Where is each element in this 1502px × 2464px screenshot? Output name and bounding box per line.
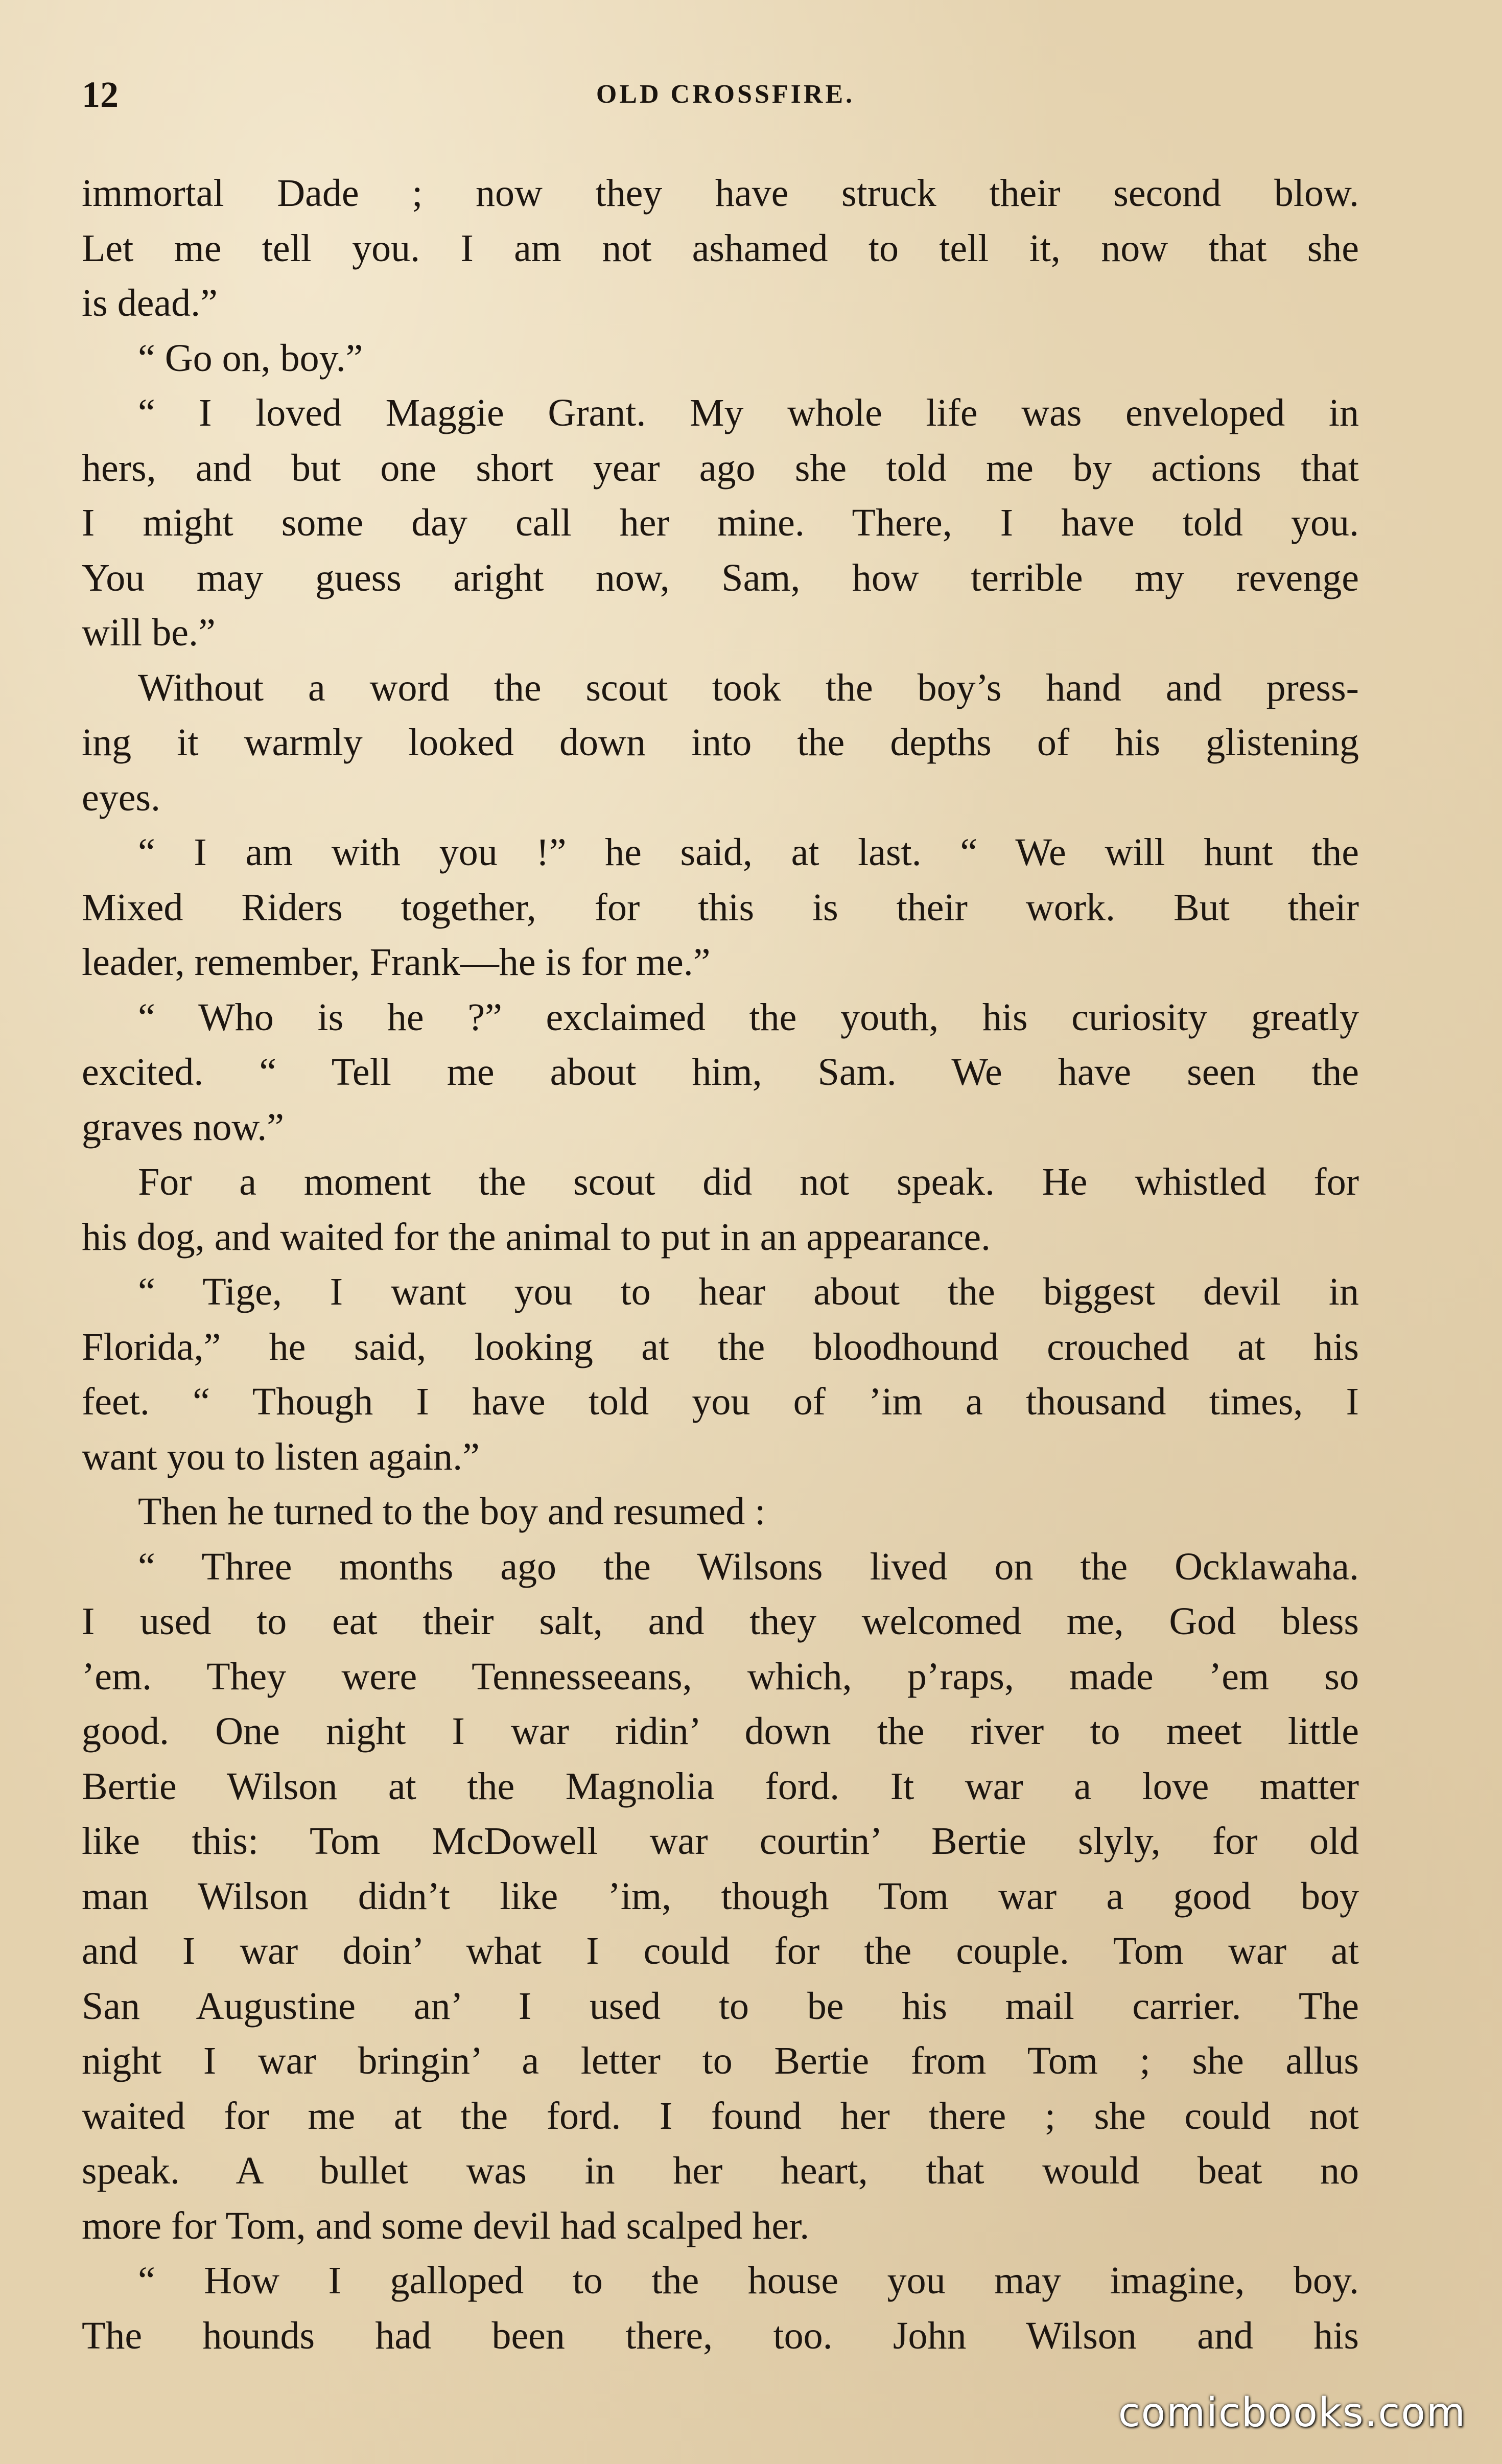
text-line: “ I loved Maggie Grant. My whole life was enveloped in <box>138 391 1359 434</box>
text-line: “ Who is he ?” exclaimed the youth, his curiosity greatly <box>138 995 1359 1039</box>
text-line: leader, remember, Frank—he is for me.” <box>82 941 711 984</box>
text-line: night I war bringin’ a letter to Bertie from Tom ; she allus <box>82 2039 1359 2082</box>
text-line: “ Go on, boy.” <box>138 336 363 380</box>
text-line: Mixed Riders together, for this is their work. But their <box>82 886 1359 929</box>
text-line: ing it warmly looked down into the depths of his glistening <box>82 721 1359 764</box>
text-line: You may guess aright now, Sam, how terrible my revenge <box>82 556 1359 599</box>
text-line: Florida,” he said, looking at the bloodhound crouched at his <box>82 1325 1359 1368</box>
text-line: eyes. <box>82 776 161 819</box>
body-text <box>82 166 1359 2363</box>
text-line: hers, and but one short year ago she told me by actions that <box>82 446 1359 490</box>
text-line: Let me tell you. I am not ashamed to tell it, now that she <box>82 226 1359 270</box>
text-line: waited for me at the ford. I found her there ; she could not <box>82 2094 1359 2137</box>
text-line: speak. A bullet was in her heart, that would beat no <box>82 2149 1359 2192</box>
text-line: feet. “ Though I have told you of ’im a thousand times, I <box>82 1380 1359 1423</box>
text-line: I used to eat their salt, and they welcomed me, God bless <box>82 1600 1359 1643</box>
text-line: For a moment the scout did not speak. He whistled for <box>138 1160 1359 1203</box>
text-line: his dog, and waited for the animal to put in an appearance. <box>82 1215 991 1259</box>
text-line: Bertie Wilson at the Magnolia ford. It war a love matter <box>82 1764 1359 1808</box>
text-line: “ Three months ago the Wilsons lived on the Ocklawaha. <box>138 1545 1359 1588</box>
text-line: “ How I galloped to the house you may imagine, boy. <box>138 2259 1359 2302</box>
watermark-text: comicbooks.com <box>1118 2390 1466 2436</box>
text-line: Without a word the scout took the boy’s hand and press- <box>138 666 1359 709</box>
text-line: “ Tige, I want you to hear about the biggest devil in <box>138 1270 1359 1313</box>
text-line: Then he turned to the boy and resumed : <box>138 1490 766 1533</box>
text-line: is dead.” <box>82 282 218 324</box>
page-header <box>82 66 1369 123</box>
text-line: excited. “ Tell me about him, Sam. We have seen the <box>82 1051 1359 1094</box>
text-line: and I war doin’ what I could for the couple. Tom war at <box>82 1930 1359 1972</box>
page-number: 12 <box>82 74 119 115</box>
text-line: The hounds had been there, too. John Wilson and his <box>82 2314 1359 2357</box>
text-line: more for Tom, and some devil had scalped her. <box>82 2204 810 2247</box>
text-line: ’em. They were Tennesseeans, which, p’raps, made ’em so <box>82 1655 1359 1698</box>
text-line: graves now.” <box>82 1105 285 1149</box>
text-line: San Augustine an’ I used to be his mail carrier. The <box>82 1984 1359 2028</box>
text-line: will be.” <box>82 611 216 654</box>
running-title: OLD CROSSFIRE. <box>596 80 855 109</box>
text-line: want you to listen again.” <box>82 1435 480 1478</box>
text-line: like this: Tom McDowell war courtin’ Bertie slyly, for old <box>82 1820 1359 1863</box>
text-line: immortal Dade ; now they have struck their second blow. <box>82 172 1359 215</box>
text-line: man Wilson didn’t like ’im, though Tom war a good boy <box>82 1874 1359 1918</box>
text-line: I might some day call her mine. There, I have told you. <box>82 501 1359 544</box>
text-line: “ I am with you !” he said, at last. “ We will hunt the <box>138 831 1359 874</box>
text-line: good. One night I war ridin’ down the river to meet little <box>82 1710 1359 1753</box>
